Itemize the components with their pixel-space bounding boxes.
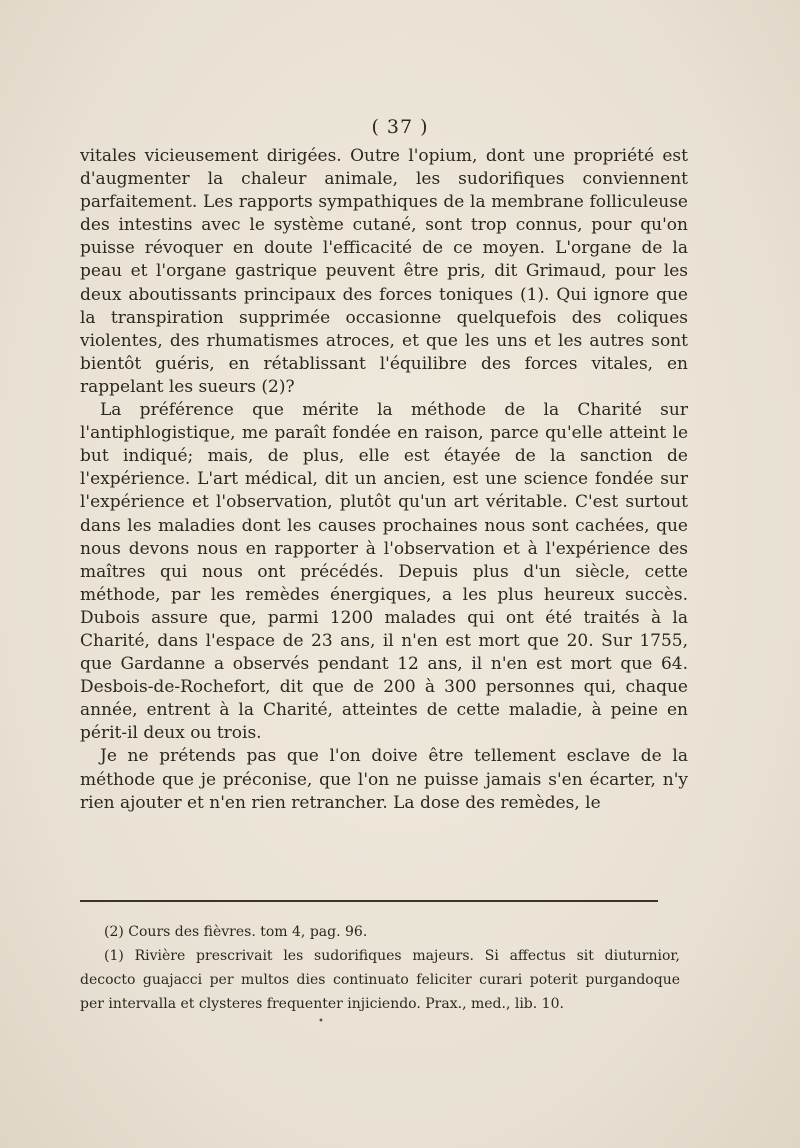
main-text <box>80 145 688 815</box>
footnotes <box>80 920 680 1016</box>
paragraph-charite-method: La préférence que mérite la méthode de la Charité sur l'antiphlogistique, me paraît fondée en raison, parce qu'elle atteint le but indiqué; mais, de plus, elle est étayée de la sanction de l'expérience. L'art médical, dit un ancien, est une science fondée sur l'expérience et l'observation, plutôt qu'un art véritable. C'est surtout dans les maladies dont les causes prochaines nous sont cachées, que nous devons nous en rapporter à l'observation et à l'expérience des maîtres qui nous ont précédés. Depuis plus d'un siècle, cette méthode, par les remèdes énergiques, a les plus heureux succès. Dubois assure que, parmi 1200 malades qui ont été traités à la Charité, dans l'espace de 23 ans, il n'en est mort que 20. Sur 1755, que Gardanne a observés pendant 12 ans, il n'en est mort que 64. Desbois-de-Rochefort, dit que de 200 à 300 personnes qui, chaque année, entrent à la Charité, atteintes de cette maladie, à peine en périt-il deux ou trois. <box>80 400 688 744</box>
footnote-1: (1) Rivière prescrivait les sudorifiques majeurs. Si affectus sit diuturnior, decocto guajacci per multos dies continuato feliciter curari poterit purgandoque per intervalla et clysteres frequenter injiciendo. Prax., med., lib. 10. <box>80 948 680 1012</box>
paragraph-continuation: vitales vicieusement dirigées. Outre l'opium, dont une propriété est d'augmenter la chaleur animale, les sudorifiques conviennent parfaitement. Les rapports sympathiques de la membrane folliculeuse des intestins avec le système cutané, sont trop connus, pour qu'on puisse révoquer en doute l'efficacité de ce moyen. L'organe de la peau et l'organe gastrique peuvent être pris, dit Grimaud, pour les deux aboutissants principaux des forces toniques (1). Qui ignore que la transpiration supprimée occasionne quelquefois des coliques violentes, des rhumatismes atroces, et que les uns et les autres sont bientôt guéris, en rétablissant l'équilibre des forces vitales, en rappelant les sueurs (2)? <box>80 146 688 397</box>
footnote-2: (2) Cours des fièvres. tom 4, pag. 96. <box>104 924 368 940</box>
bottom-ornament: • <box>318 1016 324 1027</box>
paragraph-dose: Je ne prétends pas que l'on doive être tellement esclave de la méthode que je préconise, que l'on ne puisse jamais s'en écarter, n'y rien ajouter et n'en rien retrancher. La dose des remèdes, le <box>80 746 688 813</box>
footnote-divider <box>80 900 658 902</box>
page-number-header: ( 37 ) <box>371 116 429 138</box>
